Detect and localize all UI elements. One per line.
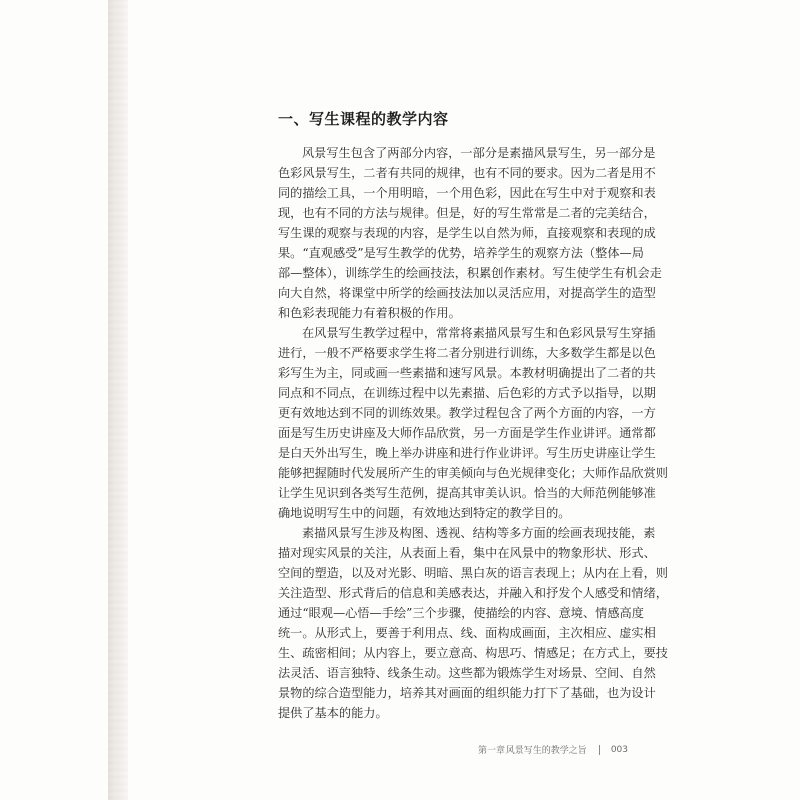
text-line: 部—整体），训练学生的绘画技法，积累创作素材。写生使学生有机会走 — [278, 266, 662, 280]
body-text — [278, 143, 668, 723]
text-line: 景物的综合造型能力，培养其对画面的组织能力打下了基础，也为设计 — [278, 686, 656, 700]
paragraph-2 — [278, 323, 668, 523]
text-line: 让学生见识到各类写生范例，提高其审美认识。恰当的大师范例能够准 — [278, 486, 656, 500]
text-line: 能够把握随时代发展所产生的审美倾向与色光规律变化；大师作品欣赏则 — [278, 466, 668, 480]
footer-chapter: 第一章 — [478, 746, 506, 756]
text-line: 提供了基本的能力。 — [278, 706, 388, 720]
text-line: 确地说明写生中的问题，有效地达到特定的教学目的。 — [278, 506, 571, 520]
page-footer — [478, 743, 628, 756]
text-line: 风景写生包含了两部分内容，一部分是素描风景写生，另一部分是 — [302, 146, 656, 160]
footer-chapter-title: 风景写生的教学之旨 — [505, 746, 587, 756]
text-line: 是白天外出写生，晚上举办讲座和进行作业讲评。写生历史讲座让学生 — [278, 446, 656, 460]
section-heading: 一、写生课程的教学内容 — [278, 110, 449, 128]
text-line: 生、疏密相间；从内容上，要立意高、构思巧、情感足；在方式上，要技 — [278, 646, 668, 660]
text-line: 和色彩表现能力有着积极的作用。 — [278, 306, 461, 320]
text-line: 果。“直观感受”是写生教学的优势，培养学生的观察方法（整体—局 — [278, 246, 644, 260]
page-number: 003 — [610, 744, 628, 755]
text-line: 进行，一般不严格要求学生将二者分别进行训练，大多数学生都是以色 — [278, 346, 656, 360]
text-line: 更有效地达到不同的训练效果。教学过程包含了两个方面的内容，一方 — [278, 406, 656, 420]
text-line: 写生课的观察与表现的内容，是学生以自然为师，直接观察和表现的成 — [278, 226, 656, 240]
text-line: 关注造型、形式背后的信息和美感表达，并融入和抒发个人感受和情绪， — [278, 586, 668, 600]
text-line: 现，也有不同的方法与规律。但是，好的写生常常是二者的完美结合， — [278, 206, 656, 220]
book-spine-shadow — [108, 0, 128, 800]
text-line: 向大自然，将课堂中所学的绘画技法加以灵活应用，对提高学生的造型 — [278, 286, 656, 300]
text-line: 统一。从形式上，要善于利用点、线、面构成画面，主次相应、虚实相 — [278, 626, 656, 640]
text-line: 在风景写生教学过程中，常常将素描风景写生和色彩风景写生穿插 — [302, 326, 656, 340]
paragraph-3 — [278, 523, 668, 723]
text-line: 空间的塑造，以及对光影、明暗、黑白灰的语言表现上；从内在上看，则 — [278, 566, 668, 580]
text-line: 色彩风景写生，二者有共同的规律，也有不同的要求。因为二者是用不 — [278, 166, 656, 180]
text-line: 彩写生为主，同或画一些素描和速写风景。本教材明确提出了二者的共 — [278, 366, 656, 380]
text-line: 同的描绘工具，一个用明暗，一个用色彩，因此在写生中对于观察和表 — [278, 186, 656, 200]
text-line: 素描风景写生涉及构图、透视、结构等多方面的绘画表现技能，素 — [302, 526, 656, 540]
paragraph-1 — [278, 143, 662, 323]
text-line: 法灵活、语言独特、线条生动。这些都为锻炼学生对场景、空间、自然 — [278, 666, 656, 680]
text-line: 描对现实风景的关注，从表面上看，集中在风景中的物象形状、形式、 — [278, 546, 656, 560]
text-line: 同点和不同点，在训练过程中以先素描、后色彩的方式予以指导，以期 — [278, 386, 656, 400]
text-line: 通过“眼观—心悟—手绘”三个步骤，使描绘的内容、意境、情感高度 — [278, 606, 644, 620]
text-line: 面是写生历史讲座及大师作品欣赏，另一方面是学生作业讲评。通常都 — [278, 426, 656, 440]
